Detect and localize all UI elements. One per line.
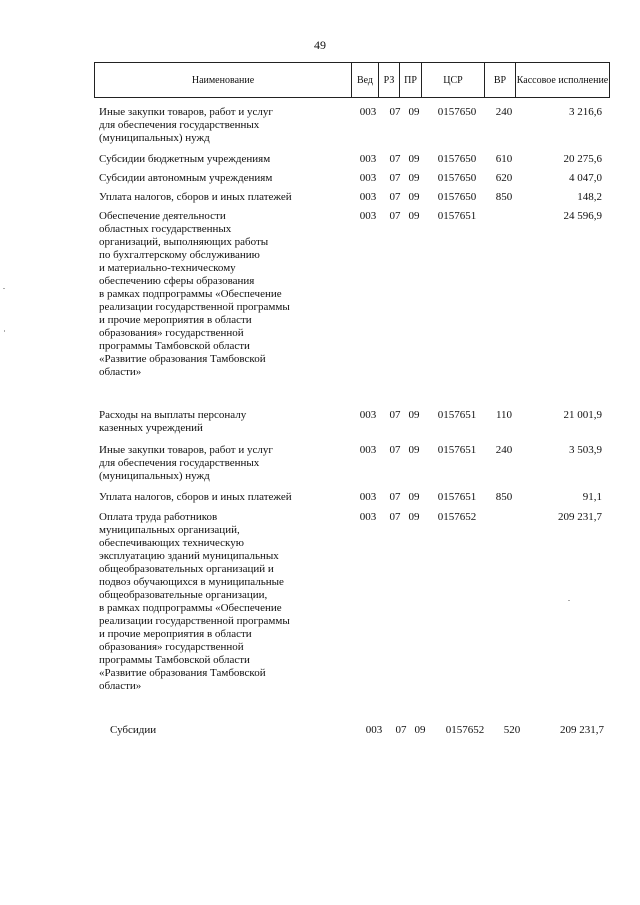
row-name: Субсидии автономным учреждениям	[99, 172, 273, 184]
row-rz: 07	[389, 210, 401, 222]
row-pr: 09	[408, 106, 420, 118]
row-csr: 0157651	[437, 210, 477, 222]
row-csr: 0157651	[437, 409, 477, 421]
row-amount: 21 001,9	[563, 409, 602, 421]
row-amount: 148,2	[577, 191, 602, 203]
row-name: Расходы на выплаты персоналу казенных учреждений	[99, 409, 247, 434]
row-name: Оплата труда работников муниципальных организаций, обеспечивающих техническую эксплуатацию зданий муниципальных общеобразовательных организаций и подвоз обучающихся в муниципальные общеобразовательные организации, в рамках подпрограммы «Обеспечение реализации государственной программы и прочие мероприятия в области образования» государственной программы Тамбовской области «Развитие образования Тамбовской области»	[99, 511, 290, 692]
header-ved: Вед	[351, 63, 378, 97]
row-rz: 07	[389, 444, 401, 456]
row-name: Уплата налогов, сборов и иных платежей	[99, 191, 292, 203]
row-vr: 240	[495, 444, 513, 456]
row-vr: 240	[495, 106, 513, 118]
row-vr: 520	[503, 724, 521, 736]
row-csr: 0157650	[437, 191, 477, 203]
row-pr: 09	[408, 491, 420, 503]
row-name: Уплата налогов, сборов и иных платежей	[99, 491, 292, 503]
row-name: Обеспечение деятельности областных государственных организаций, выполняющих работы по бухгалтерскому обслуживанию и материально-техническому обеспечению сферы образования в рамках подпрограммы «Обеспечение реализации государственной программы и прочие мероприятия в области образования» государственной программы Тамбовской области «Развитие образования Тамбовской области»	[99, 210, 290, 378]
row-ved: 003	[365, 724, 383, 736]
row-vr: 110	[495, 409, 513, 421]
row-ved: 003	[359, 210, 377, 222]
row-pr: 09	[408, 444, 420, 456]
row-ved: 003	[359, 106, 377, 118]
row-amount: 91,1	[582, 491, 602, 503]
row-rz: 07	[389, 106, 401, 118]
row-ved: 003	[359, 491, 377, 503]
row-pr: 09	[408, 511, 420, 523]
scan-speck	[568, 600, 570, 601]
row-csr: 0157651	[437, 491, 477, 503]
row-ved: 003	[359, 409, 377, 421]
row-name: Субсидии бюджетным учреждениям	[99, 153, 271, 165]
row-csr: 0157652	[437, 511, 477, 523]
row-ved: 003	[359, 444, 377, 456]
row-rz: 07	[389, 172, 401, 184]
row-csr: 0157652	[445, 724, 485, 736]
row-rz: 07	[395, 724, 407, 736]
row-pr: 09	[408, 191, 420, 203]
row-vr: 620	[495, 172, 513, 184]
page-number: 49	[314, 38, 326, 52]
row-rz: 07	[389, 511, 401, 523]
row-amount: 4 047,0	[569, 172, 602, 184]
row-amount: 3 503,9	[569, 444, 602, 456]
row-amount: 209 231,7	[558, 511, 602, 523]
table-header	[94, 62, 610, 98]
row-pr: 09	[408, 172, 420, 184]
row-rz: 07	[389, 491, 401, 503]
row-vr: 610	[495, 153, 513, 165]
row-ved: 003	[359, 511, 377, 523]
header-amount: Кассовое исполнение	[515, 63, 609, 97]
row-rz: 07	[389, 191, 401, 203]
row-pr: 09	[408, 409, 420, 421]
row-name: Субсидии	[110, 724, 157, 736]
row-rz: 07	[389, 153, 401, 165]
row-vr: 850	[495, 491, 513, 503]
header-csr: ЦСР	[421, 63, 484, 97]
row-amount: 24 596,9	[563, 210, 602, 222]
row-amount: 3 216,6	[569, 106, 602, 118]
row-ved: 003	[359, 191, 377, 203]
row-ved: 003	[359, 172, 377, 184]
row-amount: 209 231,7	[560, 724, 604, 736]
header-name: Наименование	[191, 74, 255, 86]
row-name: Иные закупки товаров, работ и услуг для обеспечения государственных (муниципальных) нужд	[99, 444, 273, 482]
row-vr: 850	[495, 191, 513, 203]
row-pr: 09	[408, 153, 420, 165]
row-rz: 07	[389, 409, 401, 421]
header-vr: ВР	[484, 63, 515, 97]
row-amount: 20 275,6	[563, 153, 602, 165]
row-pr: 09	[408, 210, 420, 222]
row-ved: 003	[359, 153, 377, 165]
row-csr: 0157650	[437, 153, 477, 165]
scan-speck	[3, 288, 5, 289]
row-name: Иные закупки товаров, работ и услуг для обеспечения государственных (муниципальных) нужд	[99, 106, 273, 144]
header-rz: РЗ	[378, 63, 399, 97]
row-csr: 0157650	[437, 172, 477, 184]
scan-speck	[4, 330, 5, 332]
row-pr: 09	[414, 724, 426, 736]
row-csr: 0157650	[437, 106, 477, 118]
row-csr: 0157651	[437, 444, 477, 456]
header-pr: ПР	[399, 63, 421, 97]
